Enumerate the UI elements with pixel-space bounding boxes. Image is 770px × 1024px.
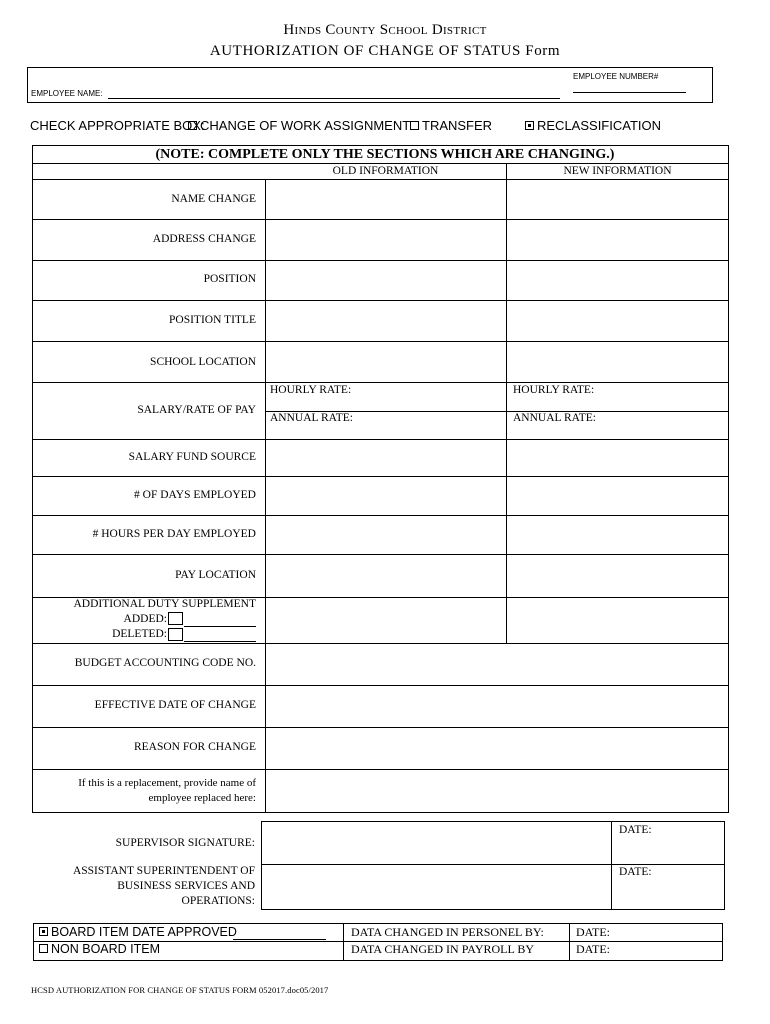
row-label-effective-date: EFFECTIVE DATE OF CHANGE bbox=[94, 699, 256, 711]
form-footer: HCSD AUTHORIZATION FOR CHANGE OF STATUS FORM 052017.doc05/2017 bbox=[31, 985, 329, 995]
supervisor-signature-label: SUPERVISOR SIGNATURE: bbox=[115, 837, 255, 849]
processing-divider bbox=[343, 923, 344, 961]
row-label-salary-fund-source: SALARY FUND SOURCE bbox=[128, 451, 256, 463]
payroll-changed-label: DATA CHANGED IN PAYROLL BY bbox=[351, 942, 535, 956]
row-label-reason: REASON FOR CHANGE bbox=[133, 741, 256, 753]
new-information-header: NEW INFORMATION bbox=[563, 165, 672, 177]
asst-superintendent-signature-field[interactable] bbox=[262, 866, 610, 909]
row-label-school-location: SCHOOL LOCATION bbox=[150, 356, 256, 368]
row-label-name-change: NAME CHANGE bbox=[171, 193, 256, 205]
checkbox-reclassification[interactable] bbox=[525, 121, 534, 130]
option-change-work-assignment[interactable] bbox=[188, 118, 410, 133]
table-note: (NOTE: COMPLETE ONLY THE SECTIONS WHICH ARE CHANGING.) bbox=[155, 147, 615, 162]
signature-date-divider bbox=[611, 821, 612, 910]
added-checkbox[interactable] bbox=[168, 612, 183, 625]
employee-name-label: EMPLOYEE NAME: bbox=[31, 89, 103, 98]
asst-superintendent-date-label: DATE: bbox=[619, 866, 652, 878]
row-label-days-employed: # OF DAYS EMPLOYED bbox=[134, 489, 256, 501]
checkbox-board-item[interactable] bbox=[39, 927, 48, 936]
table-rule bbox=[32, 382, 729, 383]
table-rule bbox=[32, 341, 729, 342]
table-rule bbox=[32, 219, 729, 220]
old-annual-rate: ANNUAL RATE: bbox=[270, 412, 353, 424]
new-hourly-rate: HOURLY RATE: bbox=[513, 384, 595, 396]
non-board-item-option[interactable] bbox=[39, 942, 160, 956]
form-title: AUTHORIZATION OF CHANGE OF STATUS Form bbox=[209, 43, 561, 59]
row-label-salary-rate: SALARY/RATE OF PAY bbox=[137, 404, 256, 416]
added-label: ADDED: bbox=[123, 613, 167, 625]
table-rule bbox=[32, 300, 729, 301]
table-rule bbox=[32, 179, 729, 180]
row-label-additional-duty: ADDITIONAL DUTY SUPPLEMENT bbox=[73, 598, 256, 610]
row-label-position: POSITION bbox=[203, 273, 256, 285]
option-label: RECLASSIFICATION bbox=[537, 118, 662, 133]
employee-number-field[interactable] bbox=[573, 91, 686, 93]
table-rule bbox=[32, 769, 729, 770]
employee-name-field[interactable] bbox=[108, 97, 560, 99]
change-table bbox=[32, 145, 729, 813]
non-board-item-label: NON BOARD ITEM bbox=[51, 942, 161, 956]
old-hourly-rate: HOURLY RATE: bbox=[270, 384, 352, 396]
column-divider bbox=[506, 163, 507, 644]
asst-superintendent-label-1: ASSISTANT SUPERINTENDENT OF bbox=[72, 865, 255, 877]
row-label-budget-code: BUDGET ACCOUNTING CODE NO. bbox=[74, 657, 256, 669]
table-rule bbox=[32, 727, 729, 728]
option-label: TRANSFER bbox=[422, 118, 493, 133]
table-rule bbox=[32, 685, 729, 686]
checkbox-transfer[interactable] bbox=[410, 121, 419, 130]
checkbox-change-work-assignment[interactable] bbox=[188, 121, 197, 130]
table-rule bbox=[32, 554, 729, 555]
payroll-date-label: DATE: bbox=[576, 942, 610, 956]
table-rule bbox=[32, 260, 729, 261]
table-rule bbox=[32, 476, 729, 477]
processing-divider bbox=[569, 923, 570, 961]
board-item-option[interactable] bbox=[39, 925, 237, 939]
personnel-changed-label: DATA CHANGED IN PERSONEL BY: bbox=[351, 925, 544, 939]
asst-superintendent-label-2: BUSINESS SERVICES AND bbox=[117, 880, 255, 892]
supervisor-date-label: DATE: bbox=[619, 824, 652, 836]
supervisor-signature-field[interactable] bbox=[262, 822, 610, 863]
checkbox-non-board-item[interactable] bbox=[39, 944, 48, 953]
option-transfer[interactable] bbox=[410, 118, 492, 133]
check-row-label: CHECK APPROPRIATE BOX: bbox=[30, 118, 205, 133]
deleted-label: DELETED: bbox=[112, 628, 167, 640]
table-rule bbox=[32, 643, 729, 644]
board-item-label: BOARD ITEM DATE APPROVED bbox=[51, 925, 237, 939]
deleted-line bbox=[184, 641, 256, 642]
added-line bbox=[184, 626, 256, 627]
row-label-hours-per-day: # HOURS PER DAY EMPLOYED bbox=[92, 528, 256, 540]
option-reclassification[interactable] bbox=[525, 118, 661, 133]
old-information-header: OLD INFORMATION bbox=[332, 165, 439, 177]
row-label-pay-location: PAY LOCATION bbox=[175, 569, 256, 581]
row-label-position-title: POSITION TITLE bbox=[169, 314, 256, 326]
check-appropriate-row bbox=[30, 118, 662, 133]
row-label-replacement-line2: employee replaced here: bbox=[148, 792, 256, 804]
row-label-address-change: ADDRESS CHANGE bbox=[152, 233, 256, 245]
column-divider bbox=[265, 179, 266, 813]
asst-superintendent-label-3: OPERATIONS: bbox=[181, 895, 255, 907]
table-rule bbox=[32, 439, 729, 440]
employee-number-label: EMPLOYEE NUMBER# bbox=[573, 72, 659, 81]
district-title: Hinds County School District bbox=[283, 22, 487, 38]
new-annual-rate: ANNUAL RATE: bbox=[513, 412, 596, 424]
table-rule bbox=[32, 163, 729, 164]
option-label: CHANGE OF WORK ASSIGNMENT bbox=[200, 118, 411, 133]
deleted-checkbox[interactable] bbox=[168, 628, 183, 641]
table-rule bbox=[32, 515, 729, 516]
signature-rule bbox=[261, 864, 725, 865]
date-approved-line bbox=[233, 939, 326, 940]
row-label-replacement-line1: If this is a replacement, provide name of bbox=[78, 777, 256, 789]
personnel-date-label: DATE: bbox=[576, 925, 610, 939]
